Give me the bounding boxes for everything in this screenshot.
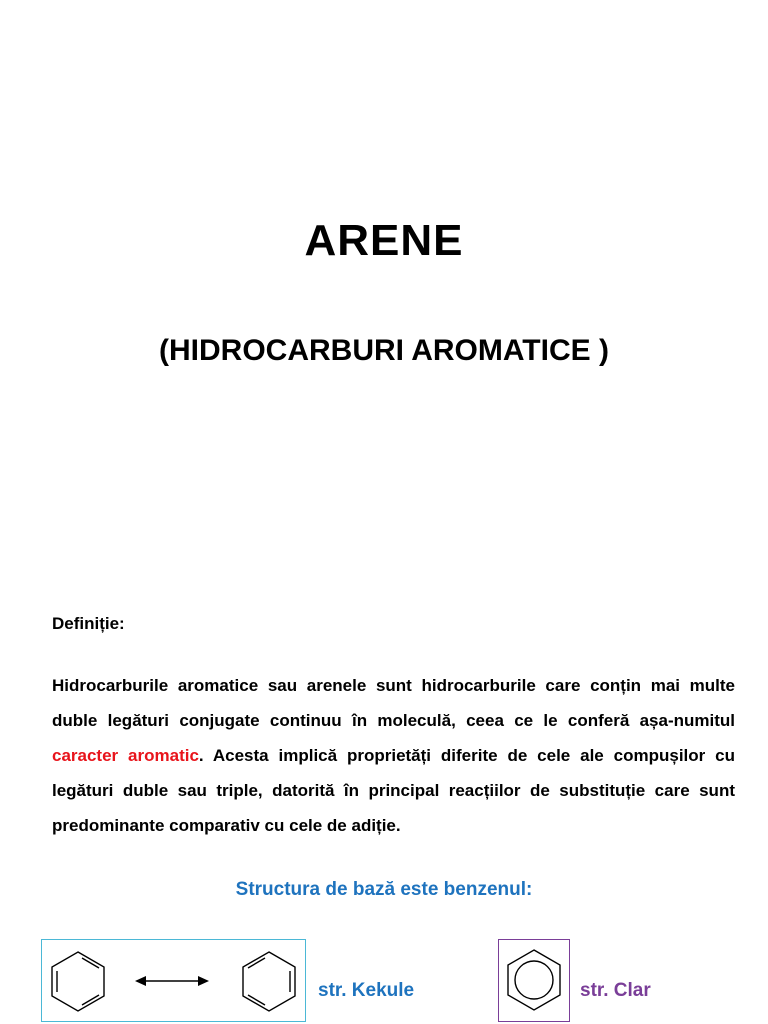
kekule-benzene-1 — [52, 952, 104, 1011]
definition-text-after: . Acesta implică proprietăți diferite de cele ale compușilor cu legături duble sau triple, datorită în principal reacțiilor de substituție care sunt predominante comparativ cu cele de adiție. — [52, 746, 735, 835]
aromatic-character-highlight: caracter aromatic — [52, 746, 199, 765]
clar-benzene — [508, 950, 560, 1010]
clar-label: str. Clar — [580, 980, 651, 1001]
structure-heading: Structura de bază este benzenul: — [235, 879, 533, 900]
kekule-label: str. Kekule — [318, 980, 415, 1001]
page-subtitle: (HIDROCARBURI AROMATICE ) — [159, 334, 609, 367]
definition-label: Definiție: — [52, 614, 125, 633]
resonance-arrow — [135, 976, 209, 986]
page-title: ARENE — [304, 216, 464, 265]
definition-text-before: Hidrocarburile aromatice sau arenele sunt hidrocarburile care conțin mai multe duble legături conjugate continuu în moleculă, ceea ce le conferă așa-numitul — [52, 676, 735, 730]
kekule-benzene-2 — [243, 952, 295, 1011]
